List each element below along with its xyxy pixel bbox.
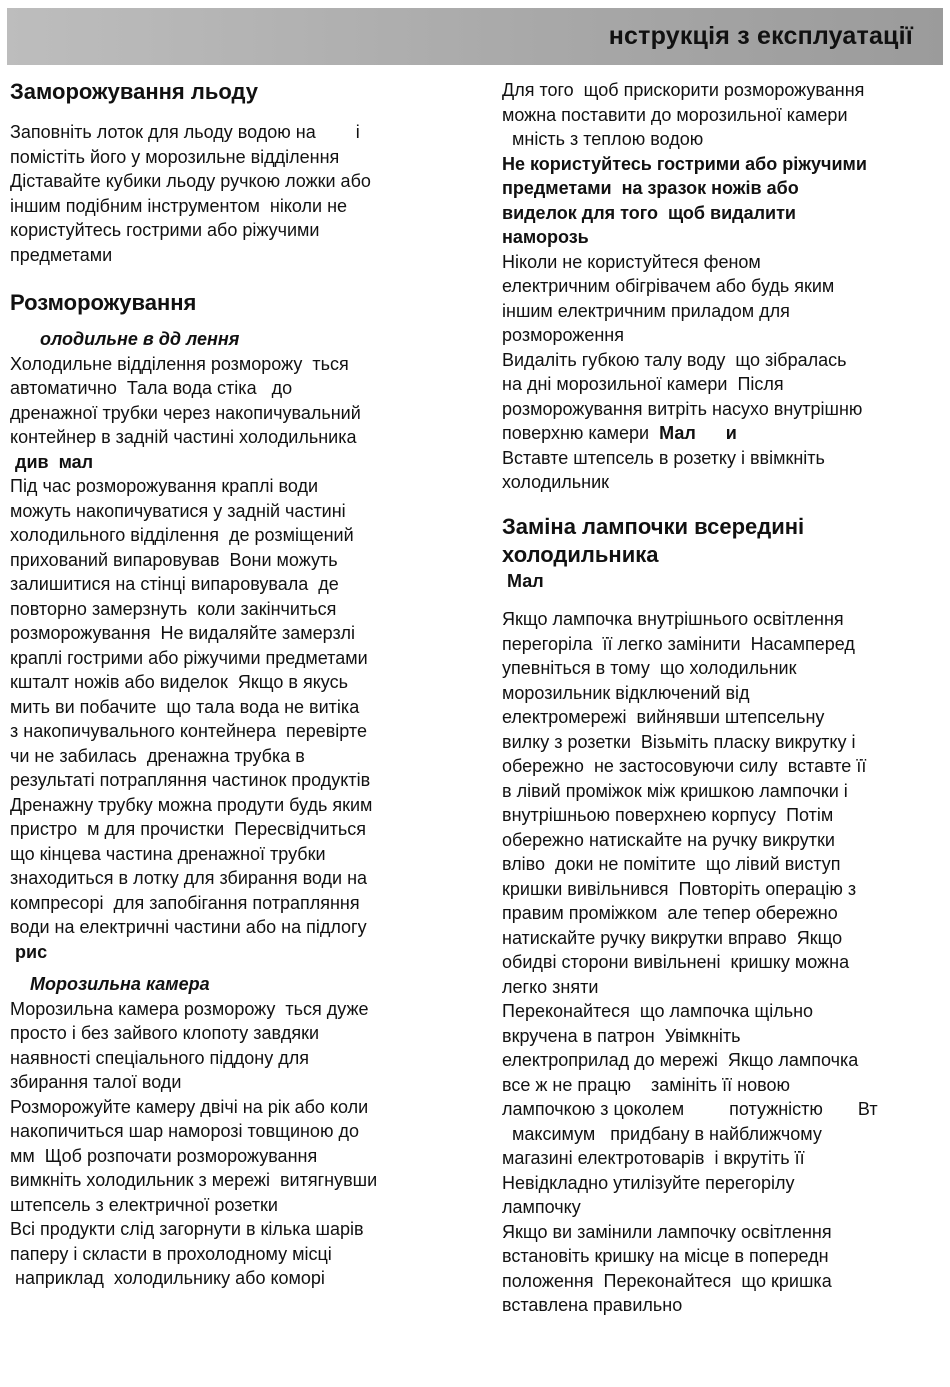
fridge-text-1: Холодильне відділення розморожу ться автоматично Тала вода стіка до дренажної трубки через накопичувальний контейнер в задній частині холодильника [10,353,361,447]
fridge-text-2: Під час розморожування краплі води можуть накопичуватися у задній частині холодильного відділення де розміщений прихований випаровував Вони можуть залишитися на стінці випаровувала де повторно замерзнуть коли закінчиться розморожування Не видаляйте замерзлі краплі гострими або ріжучими предметами кшталт ножів або виделок Якщо в якусь мить ви побачите що тала вода не витіка з накопичувального контейнера перевірте чи не забилась дренажна трубка в результаті потрапляння частинок продуктів Дренажну трубку можна продути будь яким пристро м для прочистки Пересвідчиться що кінцева частина дренажної трубки знаходиться в лотку для збирання води на компресорі для запобігання потрапляння води на електричні частини або на підлогу [10,476,373,937]
freezer-subheading: Морозильна камера [10,974,210,994]
page-header [7,8,943,65]
never-use-heater-body: Ніколи не користуйтеся феном електричним обігрівачем або будь яким іншим електричним приладом для розмороження Видаліть губкою талу воду що зібралась на дні морозильної камери Після розморожування витріть насухо внутрішню поверхню камери [502,251,863,443]
fridge-figure-ref-2: рис [10,941,48,962]
ice-section-title: Заморожування льоду [10,79,258,104]
lamp-section-title: Заміна лампочки всередині холодильника [502,513,805,567]
right-column [502,78,942,1318]
left-column [10,78,480,1291]
speed-defrost-text: Для того щоб прискорити розморожування можна поставити до морозильної камери мність з теплою водою [502,80,865,149]
fridge-figure-ref: див мал [10,451,94,472]
fridge-subheading: олодильне в дд лення [10,329,240,349]
never-use-heater-text [502,250,942,446]
lamp-figure-ref: Мал [502,570,544,591]
plug-in-text: Вставте штепсель в розетку і ввімкніть холодильник [502,447,825,492]
defrost-section-title: Розморожування [10,290,197,315]
sharp-objects-warning: Не користуйтесь гострими або ріжучими предметами на зразок ножів або виделок для того щоб видалити наморозь [502,153,867,247]
figure-ref: Мал и [659,423,737,443]
freezer-text: Морозильна камера розморожу ться дуже просто і без зайвого клопоту завдяки наявності спеціального піддону для збирання талої води Розморожуйте камеру двічі на рік або коли накопичиться шар наморозі товщиною до мм Щоб розпочати розморожування вимкніть холодильник з мережі витягнувши штепсель з електричної розетки Всі продукти слід загорнути в кілька шарів паперу і скласти в прохолодному місці наприклад холодильнику або коморі [10,998,378,1288]
ice-section-text: Заповніть лоток для льоду водою на і помістіть його у морозильне відділення Діставайте кубики льоду ручкою ложки або іншим подібним інструментом ніколи не користуйтесь гострими або ріжучими предметами [10,122,371,265]
lamp-section-text: Якщо лампочка внутрішнього освітлення перегоріла її легко замінити Насамперед упевніться в тому що холодильник морозильник відключений від електромережі вийнявши штепсельну вилку з розетки Візьміть пласку викрутку і обережно не застосовуючи силу вставте її в лівий проміжок між кришкою лампочки і внутрішньою поверхнею корпусу Потім обережно натискайте на ручку викрутки вліво доки не помітите що лівий виступ кришки вивільнився Повторіть операцію з правим проміжком але тепер обережно натискайте ручку викрутки вправо Якщо обидві сторони вивільнені кришку можна легко зняти Переконайтеся що лампочка щільно вкручена в патрон Увімкніть електроприлад до мережі Якщо лампочка все ж не працю замініть її новою лампочкою з цоколем потужністю Вт максимум придбану в найближчому магазині електротоварів і вкрутіть її Невідкладно утилізуйте перегорілу лампочку Якщо ви замінили лампочку освітлення встановіть кришку на місце в попередн положення Переконайтеся що кришка вставлена правильно [502,609,878,1315]
header-title: нструкція з експлуатації [608,22,913,50]
